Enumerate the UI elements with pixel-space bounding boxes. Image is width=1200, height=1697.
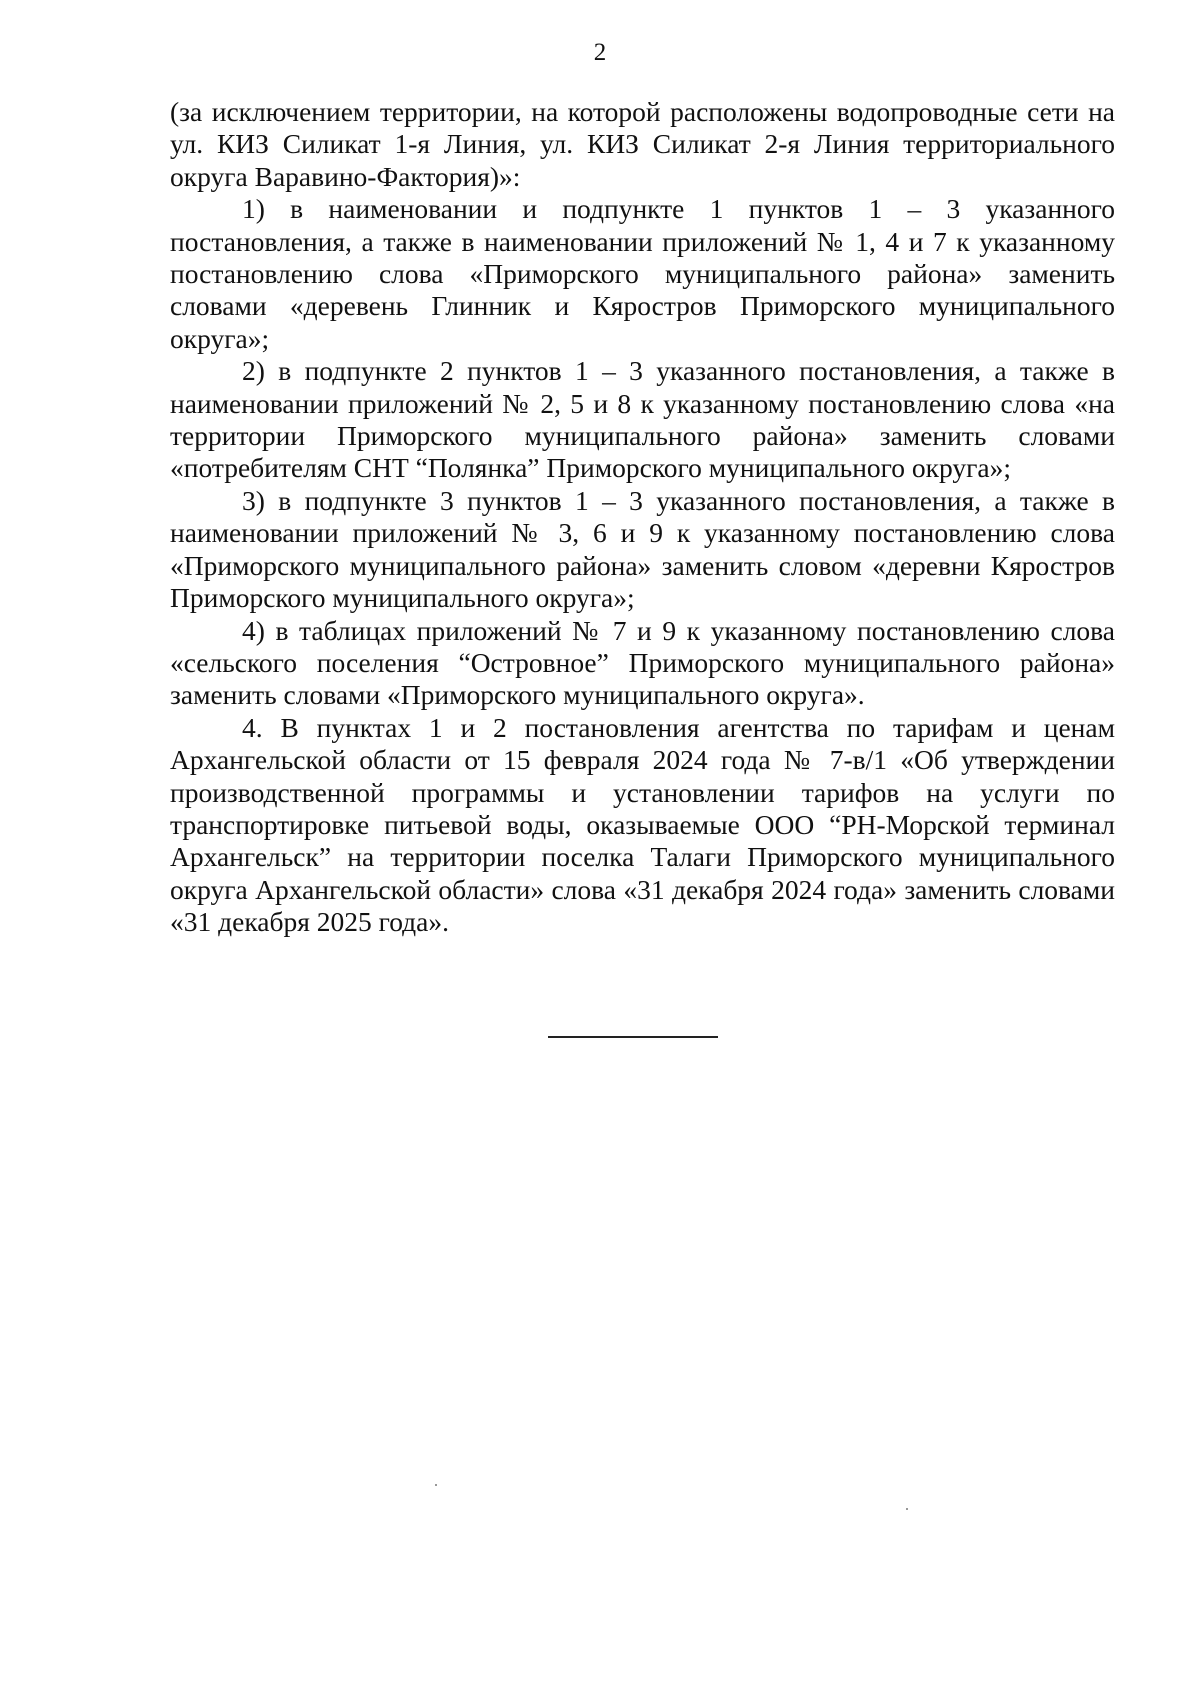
document-body — [170, 96, 1115, 939]
paragraph-subitem-3: 3) в подпункте 3 пунктов 1 – 3 указанного постановления, а также в наименовании приложений № 3, 6 и 9 к указанному постановлению слова «Приморского муниципального района» заменить словом «деревни Кяростров Приморского муниципального округа»; — [170, 484, 1115, 614]
paragraph-subitem-2: 2) в подпункте 2 пунктов 1 – 3 указанного постановления, а также в наименовании приложений № 2, 5 и 8 к указанному постановлению слова «на территории Приморского муниципального района» заменить словами «потребителям СНТ “Полянка” Приморского муниципального округа»; — [170, 355, 1115, 484]
paragraph-continuation: (за исключением территории, на которой расположены водопроводные сети на ул. КИЗ Силикат 1-я Линия, ул. КИЗ Силикат 2-я Линия территориального округа Варавино-Фактория)»: — [170, 96, 1115, 192]
scan-speck — [435, 1484, 437, 1486]
paragraph-subitem-1: 1) в наименовании и подпункте 1 пунктов 1 – 3 указанного постановления, а также в наименовании приложений № 1, 4 и 7 к указанному постановлению слова «Приморского муниципального района» заменить словами «деревень Глинник и Кяростров Приморского муниципального округа»; — [170, 193, 1115, 354]
scan-speck — [906, 1508, 908, 1510]
page-number: 2 — [593, 39, 607, 66]
closing-separator-line — [548, 1036, 718, 1038]
paragraph-subitem-4: 4) в таблицах приложений № 7 и 9 к указанному постановлению слова «сельского поселения “Островное” Приморского муниципального района» заменить словами «Приморского муниципального округа». — [170, 614, 1115, 711]
paragraph-item-4: 4. В пунктах 1 и 2 постановления агентства по тарифам и ценам Архангельской области от 15 февраля 2024 года № 7-в/1 «Об утверждении производственной программы и установлении тарифов на услуги по транспортировке питьевой воды, оказываемые ООО “РН-Морской терминал Архангельск” на территории поселка Талаги Приморского муниципального округа Архангельской области» слова «31 декабря 2024 года» заменить словами «31 декабря 2025 года». — [170, 711, 1115, 938]
